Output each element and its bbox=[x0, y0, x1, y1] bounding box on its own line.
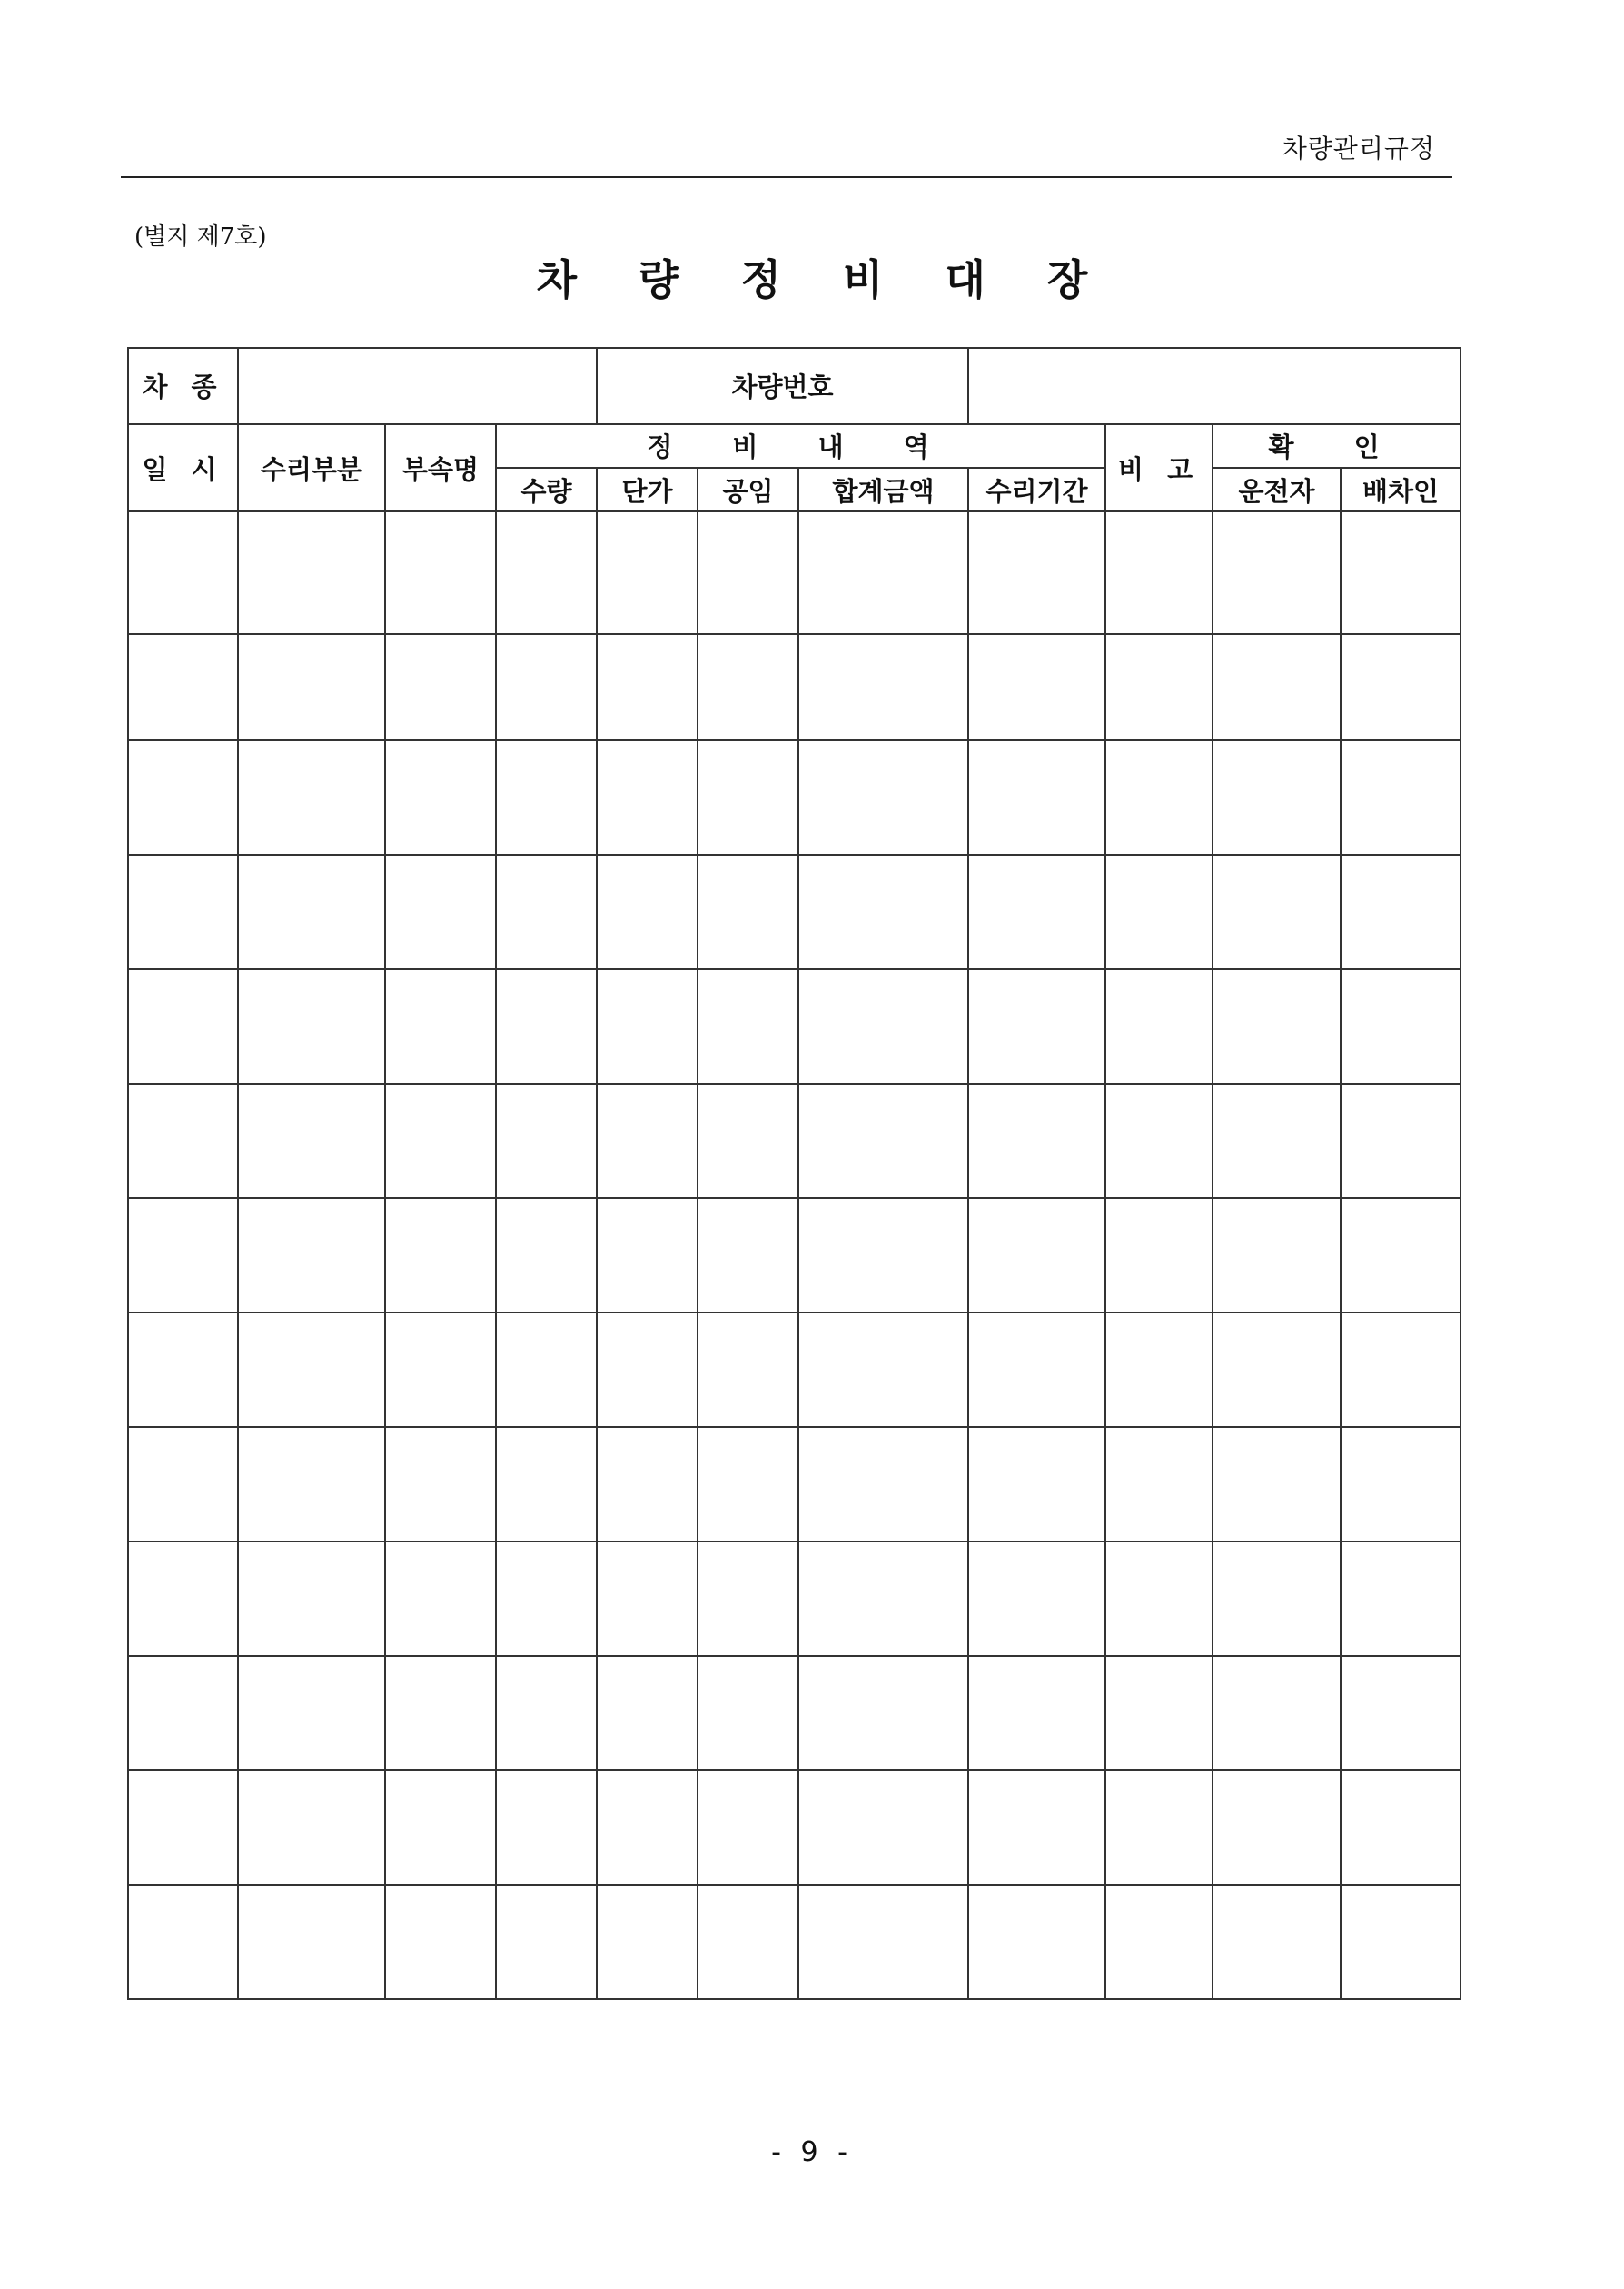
labor-cell[interactable] bbox=[698, 969, 798, 1084]
maintenance-details-header: 정 비 내 역 bbox=[496, 424, 1105, 468]
remarks-cell[interactable] bbox=[1105, 740, 1213, 855]
unit-price-cell[interactable] bbox=[597, 1770, 698, 1885]
repair-period-cell[interactable] bbox=[968, 1198, 1105, 1313]
labor-cell[interactable] bbox=[698, 740, 798, 855]
total-amount-cell[interactable] bbox=[798, 511, 968, 634]
labor-cell[interactable] bbox=[698, 1427, 798, 1541]
unit-price-cell[interactable] bbox=[597, 1541, 698, 1656]
unit-price-cell[interactable] bbox=[597, 855, 698, 969]
labor-cell[interactable] bbox=[698, 511, 798, 634]
dispatcher-cell[interactable] bbox=[1341, 1541, 1461, 1656]
repair-period-cell[interactable] bbox=[968, 855, 1105, 969]
labor-column-header: 공임 bbox=[698, 468, 798, 511]
labor-cell[interactable] bbox=[698, 1084, 798, 1198]
repair-part-cell[interactable] bbox=[238, 1313, 385, 1427]
datetime-cell[interactable] bbox=[128, 1427, 238, 1541]
total-amount-cell[interactable] bbox=[798, 1313, 968, 1427]
labor-cell[interactable] bbox=[698, 1313, 798, 1427]
vehicle-number-field[interactable] bbox=[968, 348, 1461, 424]
repair-part-cell[interactable] bbox=[238, 855, 385, 969]
labor-cell[interactable] bbox=[698, 1541, 798, 1656]
datetime-cell[interactable] bbox=[128, 634, 238, 740]
driver-cell[interactable] bbox=[1213, 511, 1341, 634]
total-amount-column-header: 합계금액 bbox=[798, 468, 968, 511]
repair-part-cell[interactable] bbox=[238, 969, 385, 1084]
repair-period-column-header: 수리기간 bbox=[968, 468, 1105, 511]
total-amount-cell[interactable] bbox=[798, 1084, 968, 1198]
remarks-cell[interactable] bbox=[1105, 855, 1213, 969]
confirmation-header: 확 인 bbox=[1213, 424, 1461, 468]
dispatcher-cell[interactable] bbox=[1341, 1770, 1461, 1885]
ledger-row bbox=[128, 740, 1461, 855]
datetime-cell[interactable] bbox=[128, 1313, 238, 1427]
ledger-row bbox=[128, 855, 1461, 969]
quantity-cell[interactable] bbox=[496, 1770, 597, 1885]
dispatcher-cell[interactable] bbox=[1341, 1427, 1461, 1541]
header-divider bbox=[121, 176, 1452, 178]
maintenance-ledger-table bbox=[127, 347, 1461, 2000]
datetime-cell[interactable] bbox=[128, 1198, 238, 1313]
unit-price-cell[interactable] bbox=[597, 634, 698, 740]
driver-cell[interactable] bbox=[1213, 1541, 1341, 1656]
remarks-cell[interactable] bbox=[1105, 1313, 1213, 1427]
quantity-cell[interactable] bbox=[496, 634, 597, 740]
repair-part-cell[interactable] bbox=[238, 634, 385, 740]
part-name-cell[interactable] bbox=[385, 1656, 496, 1770]
quantity-cell[interactable] bbox=[496, 1313, 597, 1427]
repair-period-cell[interactable] bbox=[968, 511, 1105, 634]
vehicle-info-row bbox=[128, 348, 1461, 424]
driver-cell[interactable] bbox=[1213, 634, 1341, 740]
part-name-cell[interactable] bbox=[385, 511, 496, 634]
quantity-column-header: 수량 bbox=[496, 468, 597, 511]
total-amount-cell[interactable] bbox=[798, 1198, 968, 1313]
remarks-cell[interactable] bbox=[1105, 1885, 1213, 1999]
dispatcher-cell[interactable] bbox=[1341, 634, 1461, 740]
ledger-row bbox=[128, 634, 1461, 740]
dispatcher-cell[interactable] bbox=[1341, 1885, 1461, 1999]
labor-cell[interactable] bbox=[698, 1770, 798, 1885]
repair-part-cell[interactable] bbox=[238, 1427, 385, 1541]
repair-part-cell[interactable] bbox=[238, 1084, 385, 1198]
part-name-cell[interactable] bbox=[385, 1885, 496, 1999]
quantity-cell[interactable] bbox=[496, 511, 597, 634]
repair-period-cell[interactable] bbox=[968, 1541, 1105, 1656]
ledger-row bbox=[128, 1770, 1461, 1885]
remarks-cell[interactable] bbox=[1105, 1770, 1213, 1885]
remarks-cell[interactable] bbox=[1105, 1084, 1213, 1198]
repair-part-cell[interactable] bbox=[238, 1656, 385, 1770]
labor-cell[interactable] bbox=[698, 1198, 798, 1313]
ledger-row bbox=[128, 1427, 1461, 1541]
dispatcher-column-header: 배차인 bbox=[1341, 468, 1461, 511]
unit-price-cell[interactable] bbox=[597, 740, 698, 855]
page-number: - 9 - bbox=[771, 2136, 853, 2168]
repair-period-cell[interactable] bbox=[968, 1656, 1105, 1770]
repair-part-cell[interactable] bbox=[238, 740, 385, 855]
total-amount-cell[interactable] bbox=[798, 634, 968, 740]
form-number: (별지 제7호) bbox=[134, 223, 267, 251]
part-name-cell[interactable] bbox=[385, 1198, 496, 1313]
quantity-cell[interactable] bbox=[496, 1541, 597, 1656]
part-name-cell[interactable] bbox=[385, 740, 496, 855]
remarks-column-header: 비 고 bbox=[1105, 424, 1213, 512]
dispatcher-cell[interactable] bbox=[1341, 740, 1461, 855]
part-name-cell[interactable] bbox=[385, 969, 496, 1084]
dispatcher-cell[interactable] bbox=[1341, 969, 1461, 1084]
total-amount-cell[interactable] bbox=[798, 969, 968, 1084]
quantity-cell[interactable] bbox=[496, 1427, 597, 1541]
labor-cell[interactable] bbox=[698, 634, 798, 740]
driver-cell[interactable] bbox=[1213, 1313, 1341, 1427]
unit-price-cell[interactable] bbox=[597, 1198, 698, 1313]
repair-period-cell[interactable] bbox=[968, 1084, 1105, 1198]
vehicle-type-label: 차 종 bbox=[128, 348, 238, 424]
dispatcher-cell[interactable] bbox=[1341, 1084, 1461, 1198]
labor-cell[interactable] bbox=[698, 855, 798, 969]
repair-period-cell[interactable] bbox=[968, 1313, 1105, 1427]
repair-period-cell[interactable] bbox=[968, 634, 1105, 740]
datetime-cell[interactable] bbox=[128, 1541, 238, 1656]
part-name-cell[interactable] bbox=[385, 1770, 496, 1885]
driver-cell[interactable] bbox=[1213, 969, 1341, 1084]
repair-part-cell[interactable] bbox=[238, 1885, 385, 1999]
labor-cell[interactable] bbox=[698, 1885, 798, 1999]
datetime-column-header: 일 시 bbox=[128, 424, 238, 512]
ledger-row bbox=[128, 1885, 1461, 1999]
driver-cell[interactable] bbox=[1213, 1885, 1341, 1999]
part-name-cell[interactable] bbox=[385, 1541, 496, 1656]
driver-cell[interactable] bbox=[1213, 1427, 1341, 1541]
total-amount-cell[interactable] bbox=[798, 1656, 968, 1770]
running-header-title: 차량관리규정 bbox=[1282, 134, 1435, 164]
ledger-row bbox=[128, 511, 1461, 634]
repair-part-column-header: 수리부분 bbox=[238, 424, 385, 512]
remarks-cell[interactable] bbox=[1105, 1656, 1213, 1770]
remarks-cell[interactable] bbox=[1105, 1198, 1213, 1313]
driver-cell[interactable] bbox=[1213, 1656, 1341, 1770]
remarks-cell[interactable] bbox=[1105, 1427, 1213, 1541]
datetime-cell[interactable] bbox=[128, 511, 238, 634]
datetime-cell[interactable] bbox=[128, 1656, 238, 1770]
unit-price-cell[interactable] bbox=[597, 511, 698, 634]
repair-part-cell[interactable] bbox=[238, 1770, 385, 1885]
driver-cell[interactable] bbox=[1213, 740, 1341, 855]
part-name-cell[interactable] bbox=[385, 1313, 496, 1427]
part-name-column-header: 부속명 bbox=[385, 424, 496, 512]
quantity-cell[interactable] bbox=[496, 1885, 597, 1999]
dispatcher-cell[interactable] bbox=[1341, 1198, 1461, 1313]
repair-period-cell[interactable] bbox=[968, 1885, 1105, 1999]
total-amount-cell[interactable] bbox=[798, 1427, 968, 1541]
total-amount-cell[interactable] bbox=[798, 1770, 968, 1885]
unit-price-cell[interactable] bbox=[597, 969, 698, 1084]
repair-part-cell[interactable] bbox=[238, 1541, 385, 1656]
unit-price-cell[interactable] bbox=[597, 1427, 698, 1541]
driver-column-header: 운전자 bbox=[1213, 468, 1341, 511]
unit-price-cell[interactable] bbox=[597, 1656, 698, 1770]
unit-price-cell[interactable] bbox=[597, 1885, 698, 1999]
remarks-cell[interactable] bbox=[1105, 969, 1213, 1084]
part-name-cell[interactable] bbox=[385, 1084, 496, 1198]
dispatcher-cell[interactable] bbox=[1341, 855, 1461, 969]
unit-price-cell[interactable] bbox=[597, 1084, 698, 1198]
dispatcher-cell[interactable] bbox=[1341, 1313, 1461, 1427]
datetime-cell[interactable] bbox=[128, 969, 238, 1084]
quantity-cell[interactable] bbox=[496, 1656, 597, 1770]
dispatcher-cell[interactable] bbox=[1341, 511, 1461, 634]
remarks-cell[interactable] bbox=[1105, 634, 1213, 740]
part-name-cell[interactable] bbox=[385, 855, 496, 969]
document-title: 차 량 정 비 대 장 bbox=[536, 255, 1112, 304]
header-row-top bbox=[128, 424, 1461, 468]
datetime-cell[interactable] bbox=[128, 1084, 238, 1198]
total-amount-cell[interactable] bbox=[798, 1541, 968, 1656]
unit-price-column-header: 단가 bbox=[597, 468, 698, 511]
unit-price-cell[interactable] bbox=[597, 1313, 698, 1427]
vehicle-type-field[interactable] bbox=[238, 348, 597, 424]
remarks-cell[interactable] bbox=[1105, 511, 1213, 634]
vehicle-number-label: 차량번호 bbox=[597, 348, 968, 424]
repair-period-cell[interactable] bbox=[968, 740, 1105, 855]
ledger-row bbox=[128, 1541, 1461, 1656]
dispatcher-cell[interactable] bbox=[1341, 1656, 1461, 1770]
total-amount-cell[interactable] bbox=[798, 855, 968, 969]
driver-cell[interactable] bbox=[1213, 1770, 1341, 1885]
datetime-cell[interactable] bbox=[128, 1770, 238, 1885]
ledger-row bbox=[128, 969, 1461, 1084]
quantity-cell[interactable] bbox=[496, 855, 597, 969]
part-name-cell[interactable] bbox=[385, 634, 496, 740]
repair-part-cell[interactable] bbox=[238, 511, 385, 634]
repair-period-cell[interactable] bbox=[968, 1427, 1105, 1541]
ledger-row bbox=[128, 1656, 1461, 1770]
ledger-row bbox=[128, 1084, 1461, 1198]
ledger-row bbox=[128, 1313, 1461, 1427]
driver-cell[interactable] bbox=[1213, 1198, 1341, 1313]
repair-period-cell[interactable] bbox=[968, 969, 1105, 1084]
driver-cell[interactable] bbox=[1213, 1084, 1341, 1198]
quantity-cell[interactable] bbox=[496, 1198, 597, 1313]
part-name-cell[interactable] bbox=[385, 1427, 496, 1541]
total-amount-cell[interactable] bbox=[798, 740, 968, 855]
quantity-cell[interactable] bbox=[496, 740, 597, 855]
datetime-cell[interactable] bbox=[128, 855, 238, 969]
repair-part-cell[interactable] bbox=[238, 1198, 385, 1313]
remarks-cell[interactable] bbox=[1105, 1541, 1213, 1656]
repair-period-cell[interactable] bbox=[968, 1770, 1105, 1885]
datetime-cell[interactable] bbox=[128, 740, 238, 855]
driver-cell[interactable] bbox=[1213, 855, 1341, 969]
quantity-cell[interactable] bbox=[496, 969, 597, 1084]
datetime-cell[interactable] bbox=[128, 1885, 238, 1999]
ledger-row bbox=[128, 1198, 1461, 1313]
labor-cell[interactable] bbox=[698, 1656, 798, 1770]
quantity-cell[interactable] bbox=[496, 1084, 597, 1198]
total-amount-cell[interactable] bbox=[798, 1885, 968, 1999]
